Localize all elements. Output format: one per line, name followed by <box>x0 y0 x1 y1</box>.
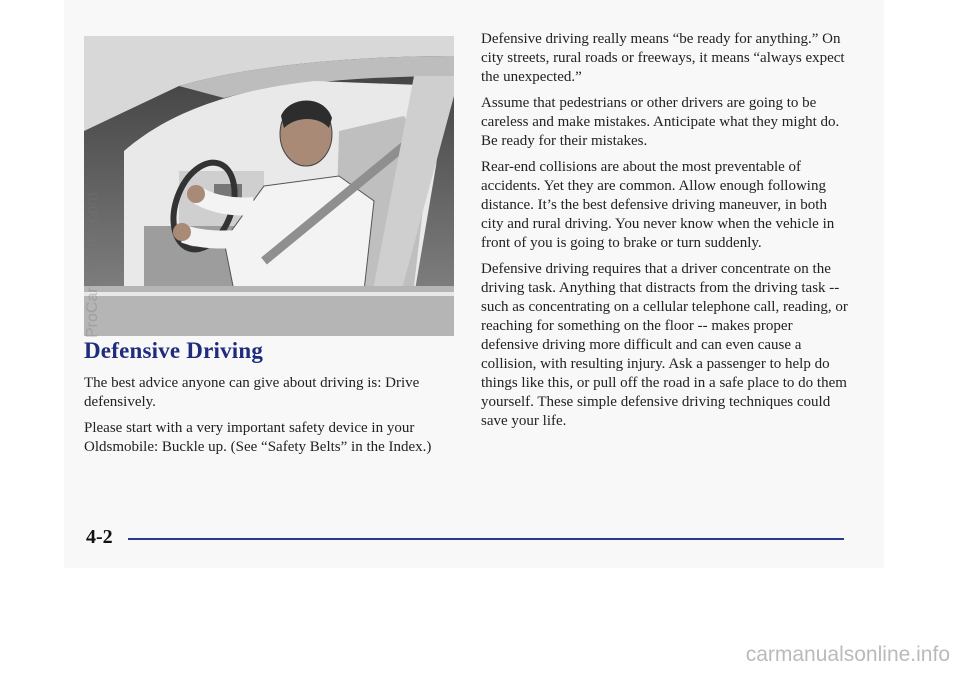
paragraph: Defensive driving really means “be ready for anything.” On city streets, rural roads or freeways, it means “always expect the unexpected.” <box>481 31 845 85</box>
page-number: 4-2 <box>86 526 113 548</box>
paragraph: The best advice anyone can give about driving is: Drive defensively. <box>84 375 420 410</box>
paragraph: Rear-end collisions are about the most preventable of accidents. Yet they are common. Allow enough following distance. It’s the best defensive driving maneuver, in both city and rural driving. You never know when the vehicle in front of you is going to brake or turn suddenly. <box>481 159 835 251</box>
right-column <box>481 30 853 438</box>
driver-illustration <box>84 36 454 336</box>
paragraph: Assume that pedestrians or other drivers are going to be careless and make mistakes. Anticipate what they might do. Be ready for their mistakes. <box>481 95 840 149</box>
left-column <box>84 374 444 464</box>
paragraph: Please start with a very important safety device in your Oldsmobile: Buckle up. (See “Safety Belts” in the Index.) <box>84 420 432 455</box>
footer-rule <box>128 538 844 540</box>
watermark-bottom: carmanualsonline.info <box>745 643 950 666</box>
watermark-side: ProCarManuals.com <box>84 192 101 338</box>
paragraph: Defensive driving requires that a driver concentrate on the driving task. Anything that distracts from the driving task -- such as concentrating on a cellular telephone call, reading, or reaching for something on the floor -- makes proper defensive driving more difficult and can even cause a collision, with resulting injury. Ask a passenger to help do things like this, or pull off the road in a safe place to do them yourself. These simple defensive driving techniques could save your life. <box>481 261 848 429</box>
section-heading: Defensive Driving <box>84 338 264 363</box>
